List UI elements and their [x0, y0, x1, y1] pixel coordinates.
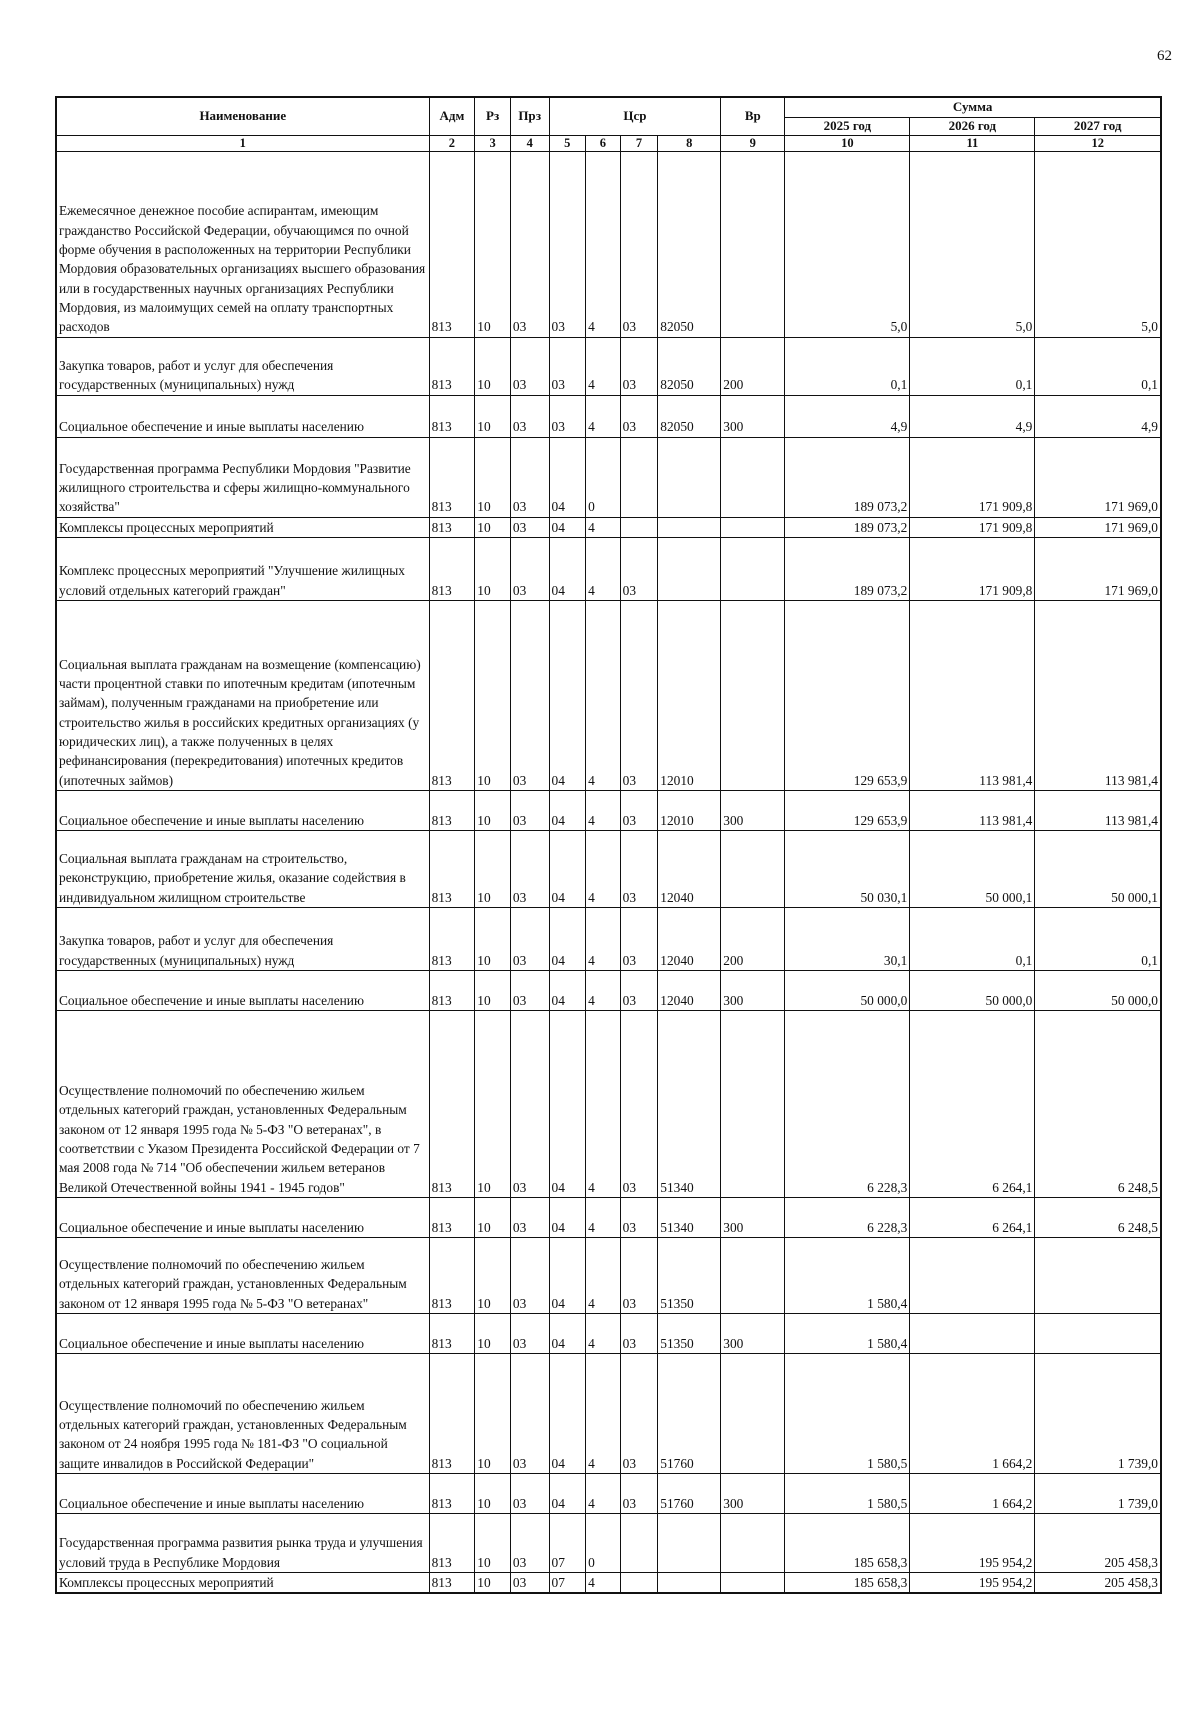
- vr-code: [721, 830, 785, 907]
- csr-code-4: [658, 517, 721, 537]
- adm-code: 813: [429, 1010, 475, 1197]
- csr-code-4: 12040: [658, 830, 721, 907]
- rz-code: 10: [475, 1572, 511, 1593]
- adm-code: 813: [429, 1197, 475, 1237]
- adm-code: 813: [429, 907, 475, 970]
- sum-2027: 0,1: [1035, 907, 1161, 970]
- adm-code: 813: [429, 1353, 475, 1473]
- csr-code-3: 03: [620, 1313, 658, 1353]
- col-header-2026: 2026 год: [910, 117, 1035, 135]
- sum-2027: 50 000,1: [1035, 830, 1161, 907]
- prz-code: 03: [510, 1197, 549, 1237]
- prz-code: 03: [510, 600, 549, 790]
- col-index: 10: [785, 135, 910, 151]
- sum-2026: 1 664,2: [910, 1353, 1035, 1473]
- rz-code: 10: [475, 1313, 511, 1353]
- csr-code-4: 51760: [658, 1473, 721, 1513]
- sum-2026: 171 909,8: [910, 537, 1035, 600]
- sum-2027: 0,1: [1035, 337, 1161, 395]
- adm-code: 813: [429, 537, 475, 600]
- table-row: [56, 830, 1161, 907]
- prz-code: 03: [510, 437, 549, 517]
- adm-code: 813: [429, 517, 475, 537]
- vr-code: [721, 1010, 785, 1197]
- row-name: Государственная программа Республики Мордовия "Развитие жилищного строительства и сферы жилищно-коммунального хозяйства": [56, 437, 429, 517]
- csr-code-2: 0: [586, 1513, 621, 1572]
- sum-2027: 205 458,3: [1035, 1513, 1161, 1572]
- sum-2025: 1 580,4: [785, 1313, 910, 1353]
- csr-code-4: 12040: [658, 970, 721, 1010]
- sum-2025: 185 658,3: [785, 1513, 910, 1572]
- prz-code: 03: [510, 395, 549, 437]
- col-index: 8: [658, 135, 721, 151]
- vr-code: [721, 1572, 785, 1593]
- sum-2025: 1 580,5: [785, 1473, 910, 1513]
- csr-code-1: 03: [549, 151, 586, 337]
- rz-code: 10: [475, 1237, 511, 1313]
- sum-2027: 171 969,0: [1035, 517, 1161, 537]
- sum-2026: 0,1: [910, 337, 1035, 395]
- row-name: Социальное обеспечение и иные выплаты населению: [56, 1197, 429, 1237]
- csr-code-3: 03: [620, 337, 658, 395]
- csr-code-2: 4: [586, 600, 621, 790]
- csr-code-3: 03: [620, 830, 658, 907]
- vr-code: [721, 1513, 785, 1572]
- csr-code-3: [620, 437, 658, 517]
- table-row: [56, 151, 1161, 337]
- sum-2027: 205 458,3: [1035, 1572, 1161, 1593]
- row-name: Государственная программа развития рынка труда и улучшения условий труда в Республике Мордовия: [56, 1513, 429, 1572]
- sum-2025: 50 030,1: [785, 830, 910, 907]
- csr-code-1: 04: [549, 1010, 586, 1197]
- sum-2025: 0,1: [785, 337, 910, 395]
- sum-2027: [1035, 1313, 1161, 1353]
- vr-code: 200: [721, 337, 785, 395]
- table-row: [56, 1313, 1161, 1353]
- prz-code: 03: [510, 830, 549, 907]
- csr-code-3: 03: [620, 1473, 658, 1513]
- csr-code-4: [658, 537, 721, 600]
- vr-code: 300: [721, 790, 785, 830]
- adm-code: 813: [429, 830, 475, 907]
- col-header-prz: Прз: [510, 97, 549, 135]
- csr-code-4: 12010: [658, 790, 721, 830]
- table-row: [56, 1513, 1161, 1572]
- table-row: [56, 1197, 1161, 1237]
- sum-2026: 113 981,4: [910, 790, 1035, 830]
- col-index: 12: [1035, 135, 1161, 151]
- row-name: Комплексы процессных мероприятий: [56, 1572, 429, 1593]
- vr-code: [721, 1353, 785, 1473]
- rz-code: 10: [475, 907, 511, 970]
- adm-code: 813: [429, 1572, 475, 1593]
- table-row: [56, 337, 1161, 395]
- csr-code-1: 04: [549, 1473, 586, 1513]
- col-header-name: Наименование: [56, 97, 429, 135]
- sum-2025: 1 580,5: [785, 1353, 910, 1473]
- col-index: 6: [586, 135, 621, 151]
- col-header-vr: Вр: [721, 97, 785, 135]
- adm-code: 813: [429, 151, 475, 337]
- sum-2027: 113 981,4: [1035, 790, 1161, 830]
- adm-code: 813: [429, 1473, 475, 1513]
- adm-code: 813: [429, 970, 475, 1010]
- table-row: [56, 600, 1161, 790]
- csr-code-2: 4: [586, 337, 621, 395]
- sum-2027: 4,9: [1035, 395, 1161, 437]
- col-header-sum: Сумма: [785, 97, 1161, 117]
- sum-2027: 6 248,5: [1035, 1010, 1161, 1197]
- csr-code-4: 51340: [658, 1010, 721, 1197]
- csr-code-1: 04: [549, 830, 586, 907]
- rz-code: 10: [475, 600, 511, 790]
- rz-code: 10: [475, 517, 511, 537]
- csr-code-2: 4: [586, 151, 621, 337]
- csr-code-3: [620, 1572, 658, 1593]
- sum-2025: 5,0: [785, 151, 910, 337]
- sum-2025: 50 000,0: [785, 970, 910, 1010]
- csr-code-4: 82050: [658, 337, 721, 395]
- row-name: Социальное обеспечение и иные выплаты населению: [56, 970, 429, 1010]
- col-index: 3: [475, 135, 511, 151]
- row-name: Комплексы процессных мероприятий: [56, 517, 429, 537]
- csr-code-2: 4: [586, 537, 621, 600]
- col-header-2025: 2025 год: [785, 117, 910, 135]
- rz-code: 10: [475, 437, 511, 517]
- row-name: Социальная выплата гражданам на строительство, реконструкцию, приобретение жилья, оказание содействия в индивидуальном жилищном строительстве: [56, 830, 429, 907]
- prz-code: 03: [510, 1010, 549, 1197]
- rz-code: 10: [475, 151, 511, 337]
- csr-code-1: 07: [549, 1513, 586, 1572]
- csr-code-2: 4: [586, 970, 621, 1010]
- vr-code: [721, 1237, 785, 1313]
- csr-code-4: 51760: [658, 1353, 721, 1473]
- rz-code: 10: [475, 1197, 511, 1237]
- csr-code-2: 4: [586, 1572, 621, 1593]
- csr-code-1: 07: [549, 1572, 586, 1593]
- row-name: Социальная выплата гражданам на возмещение (компенсацию) части процентной ставки по ипотечным кредитам (ипотечным займам), полученным гражданами на приобретение или строительство жилья в российских кредитных организациях (у юридических лиц), а также полученных в целях рефинансирования (перекредитования) ипотечных кредитов (ипотечных займов): [56, 600, 429, 790]
- adm-code: 813: [429, 1513, 475, 1572]
- vr-code: 300: [721, 395, 785, 437]
- csr-code-2: 4: [586, 517, 621, 537]
- csr-code-1: 04: [549, 1313, 586, 1353]
- row-name: Осуществление полномочий по обеспечению жильем отдельных категорий граждан, установленных Федеральным законом от 12 января 1995 года № 5-ФЗ "О ветеранах", в соответствии с Указом Президента Российской Федерации от 7 мая 2008 года № 714 "Об обеспечении жильем ветеранов Великой Отечественной войны 1941 - 1945 годов": [56, 1010, 429, 1197]
- adm-code: 813: [429, 395, 475, 437]
- csr-code-3: 03: [620, 790, 658, 830]
- vr-code: [721, 537, 785, 600]
- csr-code-1: 04: [549, 970, 586, 1010]
- sum-2026: 195 954,2: [910, 1572, 1035, 1593]
- sum-2027: 1 739,0: [1035, 1353, 1161, 1473]
- csr-code-2: 4: [586, 395, 621, 437]
- table-row: [56, 1353, 1161, 1473]
- sum-2025: 4,9: [785, 395, 910, 437]
- csr-code-3: 03: [620, 600, 658, 790]
- sum-2026: 50 000,1: [910, 830, 1035, 907]
- rz-code: 10: [475, 830, 511, 907]
- row-name: Социальное обеспечение и иные выплаты населению: [56, 790, 429, 830]
- csr-code-1: 03: [549, 337, 586, 395]
- csr-code-1: 04: [549, 790, 586, 830]
- sum-2025: 30,1: [785, 907, 910, 970]
- csr-code-2: 4: [586, 1313, 621, 1353]
- vr-code: [721, 151, 785, 337]
- table-row: [56, 1237, 1161, 1313]
- row-name: Ежемесячное денежное пособие аспирантам, имеющим гражданство Российской Федерации, обучающимся по очной форме обучения в расположенных на территории Республики Мордовия образовательных организациях высшего образования или в государственных научных организациях Республики Мордовия, из малоимущих семей на оплату транспортных расходов: [56, 151, 429, 337]
- table-row: [56, 790, 1161, 830]
- csr-code-2: 4: [586, 907, 621, 970]
- col-index: 4: [510, 135, 549, 151]
- csr-code-4: 82050: [658, 395, 721, 437]
- rz-code: 10: [475, 395, 511, 437]
- sum-2026: 50 000,0: [910, 970, 1035, 1010]
- prz-code: 03: [510, 1572, 549, 1593]
- sum-2027: 5,0: [1035, 151, 1161, 337]
- prz-code: 03: [510, 790, 549, 830]
- vr-code: 300: [721, 1197, 785, 1237]
- sum-2025: 189 073,2: [785, 437, 910, 517]
- prz-code: 03: [510, 337, 549, 395]
- csr-code-3: 03: [620, 1010, 658, 1197]
- sum-2026: [910, 1237, 1035, 1313]
- sum-2026: [910, 1313, 1035, 1353]
- col-header-2027: 2027 год: [1035, 117, 1161, 135]
- adm-code: 813: [429, 1313, 475, 1353]
- csr-code-4: 12040: [658, 907, 721, 970]
- csr-code-3: 03: [620, 1237, 658, 1313]
- rz-code: 10: [475, 1473, 511, 1513]
- rz-code: 10: [475, 1353, 511, 1473]
- row-name: Закупка товаров, работ и услуг для обеспечения государственных (муниципальных) нужд: [56, 337, 429, 395]
- csr-code-2: 4: [586, 830, 621, 907]
- sum-2025: 185 658,3: [785, 1572, 910, 1593]
- csr-code-2: 4: [586, 790, 621, 830]
- rz-code: 10: [475, 970, 511, 1010]
- csr-code-1: 04: [549, 537, 586, 600]
- col-index: 2: [429, 135, 475, 151]
- csr-code-2: 4: [586, 1010, 621, 1197]
- csr-code-3: [620, 1513, 658, 1572]
- col-index: 9: [721, 135, 785, 151]
- table-row: [56, 437, 1161, 517]
- col-index: 5: [549, 135, 586, 151]
- csr-code-2: 0: [586, 437, 621, 517]
- csr-code-1: 04: [549, 1197, 586, 1237]
- csr-code-4: [658, 437, 721, 517]
- page-number: 62: [1157, 48, 1172, 64]
- sum-2026: 171 909,8: [910, 517, 1035, 537]
- adm-code: 813: [429, 1237, 475, 1313]
- prz-code: 03: [510, 970, 549, 1010]
- table-row: [56, 1473, 1161, 1513]
- sum-2027: 50 000,0: [1035, 970, 1161, 1010]
- csr-code-2: 4: [586, 1197, 621, 1237]
- adm-code: 813: [429, 600, 475, 790]
- csr-code-4: [658, 1572, 721, 1593]
- csr-code-4: 51340: [658, 1197, 721, 1237]
- sum-2026: 5,0: [910, 151, 1035, 337]
- prz-code: 03: [510, 1237, 549, 1313]
- sum-2026: 113 981,4: [910, 600, 1035, 790]
- sum-2025: 1 580,4: [785, 1237, 910, 1313]
- sum-2027: 1 739,0: [1035, 1473, 1161, 1513]
- col-index: 7: [620, 135, 658, 151]
- table-row: [56, 1010, 1161, 1197]
- adm-code: 813: [429, 337, 475, 395]
- csr-code-1: 04: [549, 1237, 586, 1313]
- csr-code-3: 03: [620, 395, 658, 437]
- col-header-adm: Адм: [429, 97, 475, 135]
- sum-2026: 6 264,1: [910, 1197, 1035, 1237]
- csr-code-1: 03: [549, 395, 586, 437]
- vr-code: 300: [721, 1313, 785, 1353]
- sum-2027: 171 969,0: [1035, 437, 1161, 517]
- prz-code: 03: [510, 1473, 549, 1513]
- table-row: [56, 970, 1161, 1010]
- sum-2025: 6 228,3: [785, 1010, 910, 1197]
- csr-code-2: 4: [586, 1237, 621, 1313]
- sum-2026: 171 909,8: [910, 437, 1035, 517]
- csr-code-2: 4: [586, 1353, 621, 1473]
- vr-code: 200: [721, 907, 785, 970]
- rz-code: 10: [475, 537, 511, 600]
- prz-code: 03: [510, 1513, 549, 1572]
- csr-code-3: 03: [620, 970, 658, 1010]
- csr-code-3: 03: [620, 907, 658, 970]
- csr-code-1: 04: [549, 907, 586, 970]
- csr-code-4: 12010: [658, 600, 721, 790]
- csr-code-1: 04: [549, 1353, 586, 1473]
- csr-code-1: 04: [549, 517, 586, 537]
- col-header-csr: Цср: [549, 97, 721, 135]
- sum-2026: 195 954,2: [910, 1513, 1035, 1572]
- adm-code: 813: [429, 437, 475, 517]
- table-row: [56, 1572, 1161, 1593]
- table-row: [56, 395, 1161, 437]
- row-name: Осуществление полномочий по обеспечению жильем отдельных категорий граждан, установленных Федеральным законом от 12 января 1995 года № 5-ФЗ "О ветеранах": [56, 1237, 429, 1313]
- vr-code: 300: [721, 1473, 785, 1513]
- sum-2026: 4,9: [910, 395, 1035, 437]
- sum-2027: 171 969,0: [1035, 537, 1161, 600]
- csr-code-1: 04: [549, 437, 586, 517]
- sum-2025: 129 653,9: [785, 600, 910, 790]
- col-header-rz: Рз: [475, 97, 511, 135]
- prz-code: 03: [510, 1353, 549, 1473]
- col-index: 1: [56, 135, 429, 151]
- csr-code-3: 03: [620, 537, 658, 600]
- adm-code: 813: [429, 790, 475, 830]
- table-row: [56, 907, 1161, 970]
- rz-code: 10: [475, 1010, 511, 1197]
- sum-2026: 6 264,1: [910, 1010, 1035, 1197]
- sum-2026: 1 664,2: [910, 1473, 1035, 1513]
- rz-code: 10: [475, 790, 511, 830]
- row-name: Социальное обеспечение и иные выплаты населению: [56, 395, 429, 437]
- sum-2027: 6 248,5: [1035, 1197, 1161, 1237]
- vr-code: [721, 517, 785, 537]
- table-row: [56, 517, 1161, 537]
- col-index: 11: [910, 135, 1035, 151]
- sum-2025: 189 073,2: [785, 517, 910, 537]
- prz-code: 03: [510, 517, 549, 537]
- csr-code-3: 03: [620, 151, 658, 337]
- row-name: Осуществление полномочий по обеспечению жильем отдельных категорий граждан, установленных Федеральным законом от 24 ноября 1995 года № 181-ФЗ "О социальной защите инвалидов в Российской Федерации": [56, 1353, 429, 1473]
- csr-code-2: 4: [586, 1473, 621, 1513]
- prz-code: 03: [510, 1313, 549, 1353]
- rz-code: 10: [475, 337, 511, 395]
- sum-2025: 189 073,2: [785, 537, 910, 600]
- sum-2026: 0,1: [910, 907, 1035, 970]
- vr-code: [721, 600, 785, 790]
- csr-code-4: [658, 1513, 721, 1572]
- sum-2025: 129 653,9: [785, 790, 910, 830]
- csr-code-4: 51350: [658, 1313, 721, 1353]
- vr-code: 300: [721, 970, 785, 1010]
- csr-code-3: 03: [620, 1197, 658, 1237]
- csr-code-4: 51350: [658, 1237, 721, 1313]
- row-name: Комплекс процессных мероприятий "Улучшение жилищных условий отдельных категорий граждан": [56, 537, 429, 600]
- row-name: Социальное обеспечение и иные выплаты населению: [56, 1473, 429, 1513]
- rz-code: 10: [475, 1513, 511, 1572]
- csr-code-1: 04: [549, 600, 586, 790]
- budget-table: [55, 96, 1162, 1594]
- csr-code-3: 03: [620, 1353, 658, 1473]
- csr-code-3: [620, 517, 658, 537]
- prz-code: 03: [510, 907, 549, 970]
- sum-2025: 6 228,3: [785, 1197, 910, 1237]
- table-row: [56, 537, 1161, 600]
- sum-2027: [1035, 1237, 1161, 1313]
- row-name: Социальное обеспечение и иные выплаты населению: [56, 1313, 429, 1353]
- prz-code: 03: [510, 151, 549, 337]
- csr-code-4: 82050: [658, 151, 721, 337]
- prz-code: 03: [510, 537, 549, 600]
- row-name: Закупка товаров, работ и услуг для обеспечения государственных (муниципальных) нужд: [56, 907, 429, 970]
- vr-code: [721, 437, 785, 517]
- sum-2027: 113 981,4: [1035, 600, 1161, 790]
